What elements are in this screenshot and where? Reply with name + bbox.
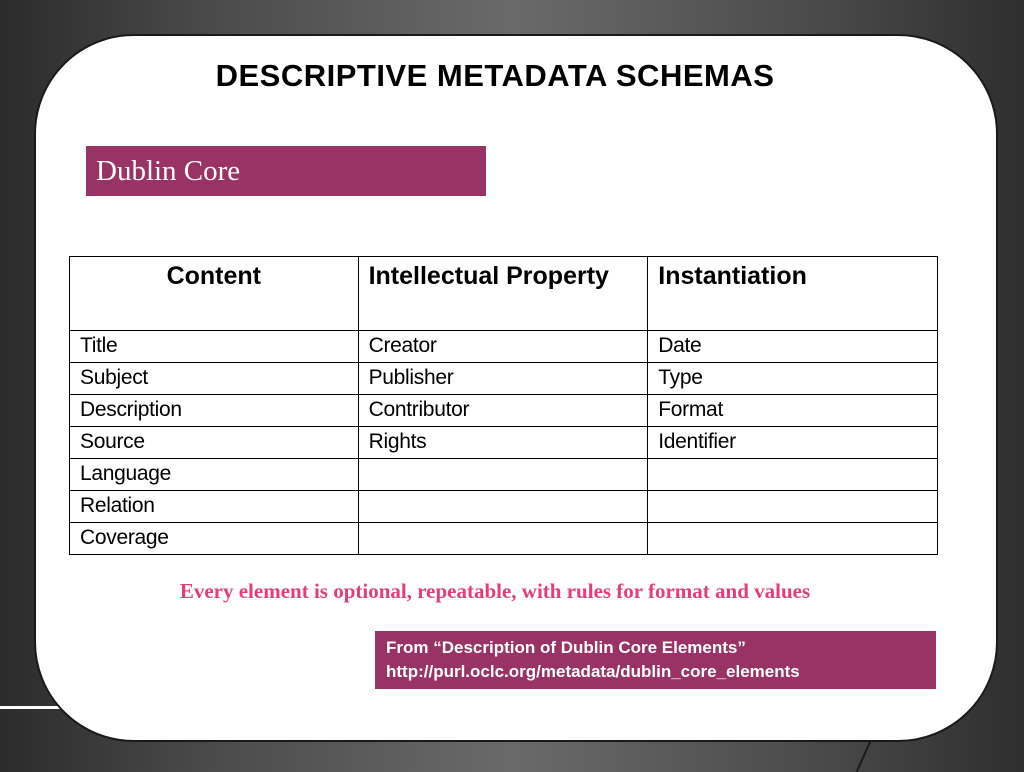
- table-cell: Coverage: [70, 523, 359, 555]
- section-banner-label: Dublin Core: [96, 154, 241, 187]
- table-cell: [358, 491, 648, 523]
- table-cell: Title: [70, 331, 359, 363]
- table-cell: Subject: [70, 363, 359, 395]
- table-cell: Type: [648, 363, 938, 395]
- source-citation-title: From “Description of Dublin Core Elements”: [386, 638, 746, 657]
- table-row: [70, 459, 938, 491]
- table-row: [70, 523, 938, 555]
- table-cell: Publisher: [358, 363, 648, 395]
- table-cell: Description: [70, 395, 359, 427]
- table-header-intellectual-property: Intellectual Property: [358, 257, 648, 331]
- table-header-row: [70, 257, 938, 331]
- dublin-core-table: [69, 256, 938, 555]
- table-row: [70, 363, 938, 395]
- table-cell: Creator: [358, 331, 648, 363]
- table-cell: [648, 459, 938, 491]
- table-cell: Format: [648, 395, 938, 427]
- table-cell: Source: [70, 427, 359, 459]
- optional-elements-note: Every element is optional, repeatable, with rules for format and values: [179, 579, 811, 603]
- table-header-instantiation: Instantiation: [648, 257, 938, 331]
- table-cell: Relation: [70, 491, 359, 523]
- table-row: [70, 395, 938, 427]
- table-cell: [358, 523, 648, 555]
- source-citation-box: [375, 631, 936, 689]
- table-row: [70, 427, 938, 459]
- table-cell: Language: [70, 459, 359, 491]
- section-banner: [86, 146, 486, 196]
- table-cell: Date: [648, 331, 938, 363]
- source-citation-url: http://purl.oclc.org/metadata/dublin_core_elements: [386, 662, 800, 681]
- slide-title: DESCRIPTIVE METADATA SCHEMAS: [215, 58, 775, 93]
- table-cell: Identifier: [648, 427, 938, 459]
- table-cell: Rights: [358, 427, 648, 459]
- table-cell: [648, 491, 938, 523]
- table-cell: [648, 523, 938, 555]
- table-cell: [358, 459, 648, 491]
- table-header-content: Content: [70, 257, 359, 331]
- table-row: [70, 331, 938, 363]
- table-row: [70, 491, 938, 523]
- table-cell: Contributor: [358, 395, 648, 427]
